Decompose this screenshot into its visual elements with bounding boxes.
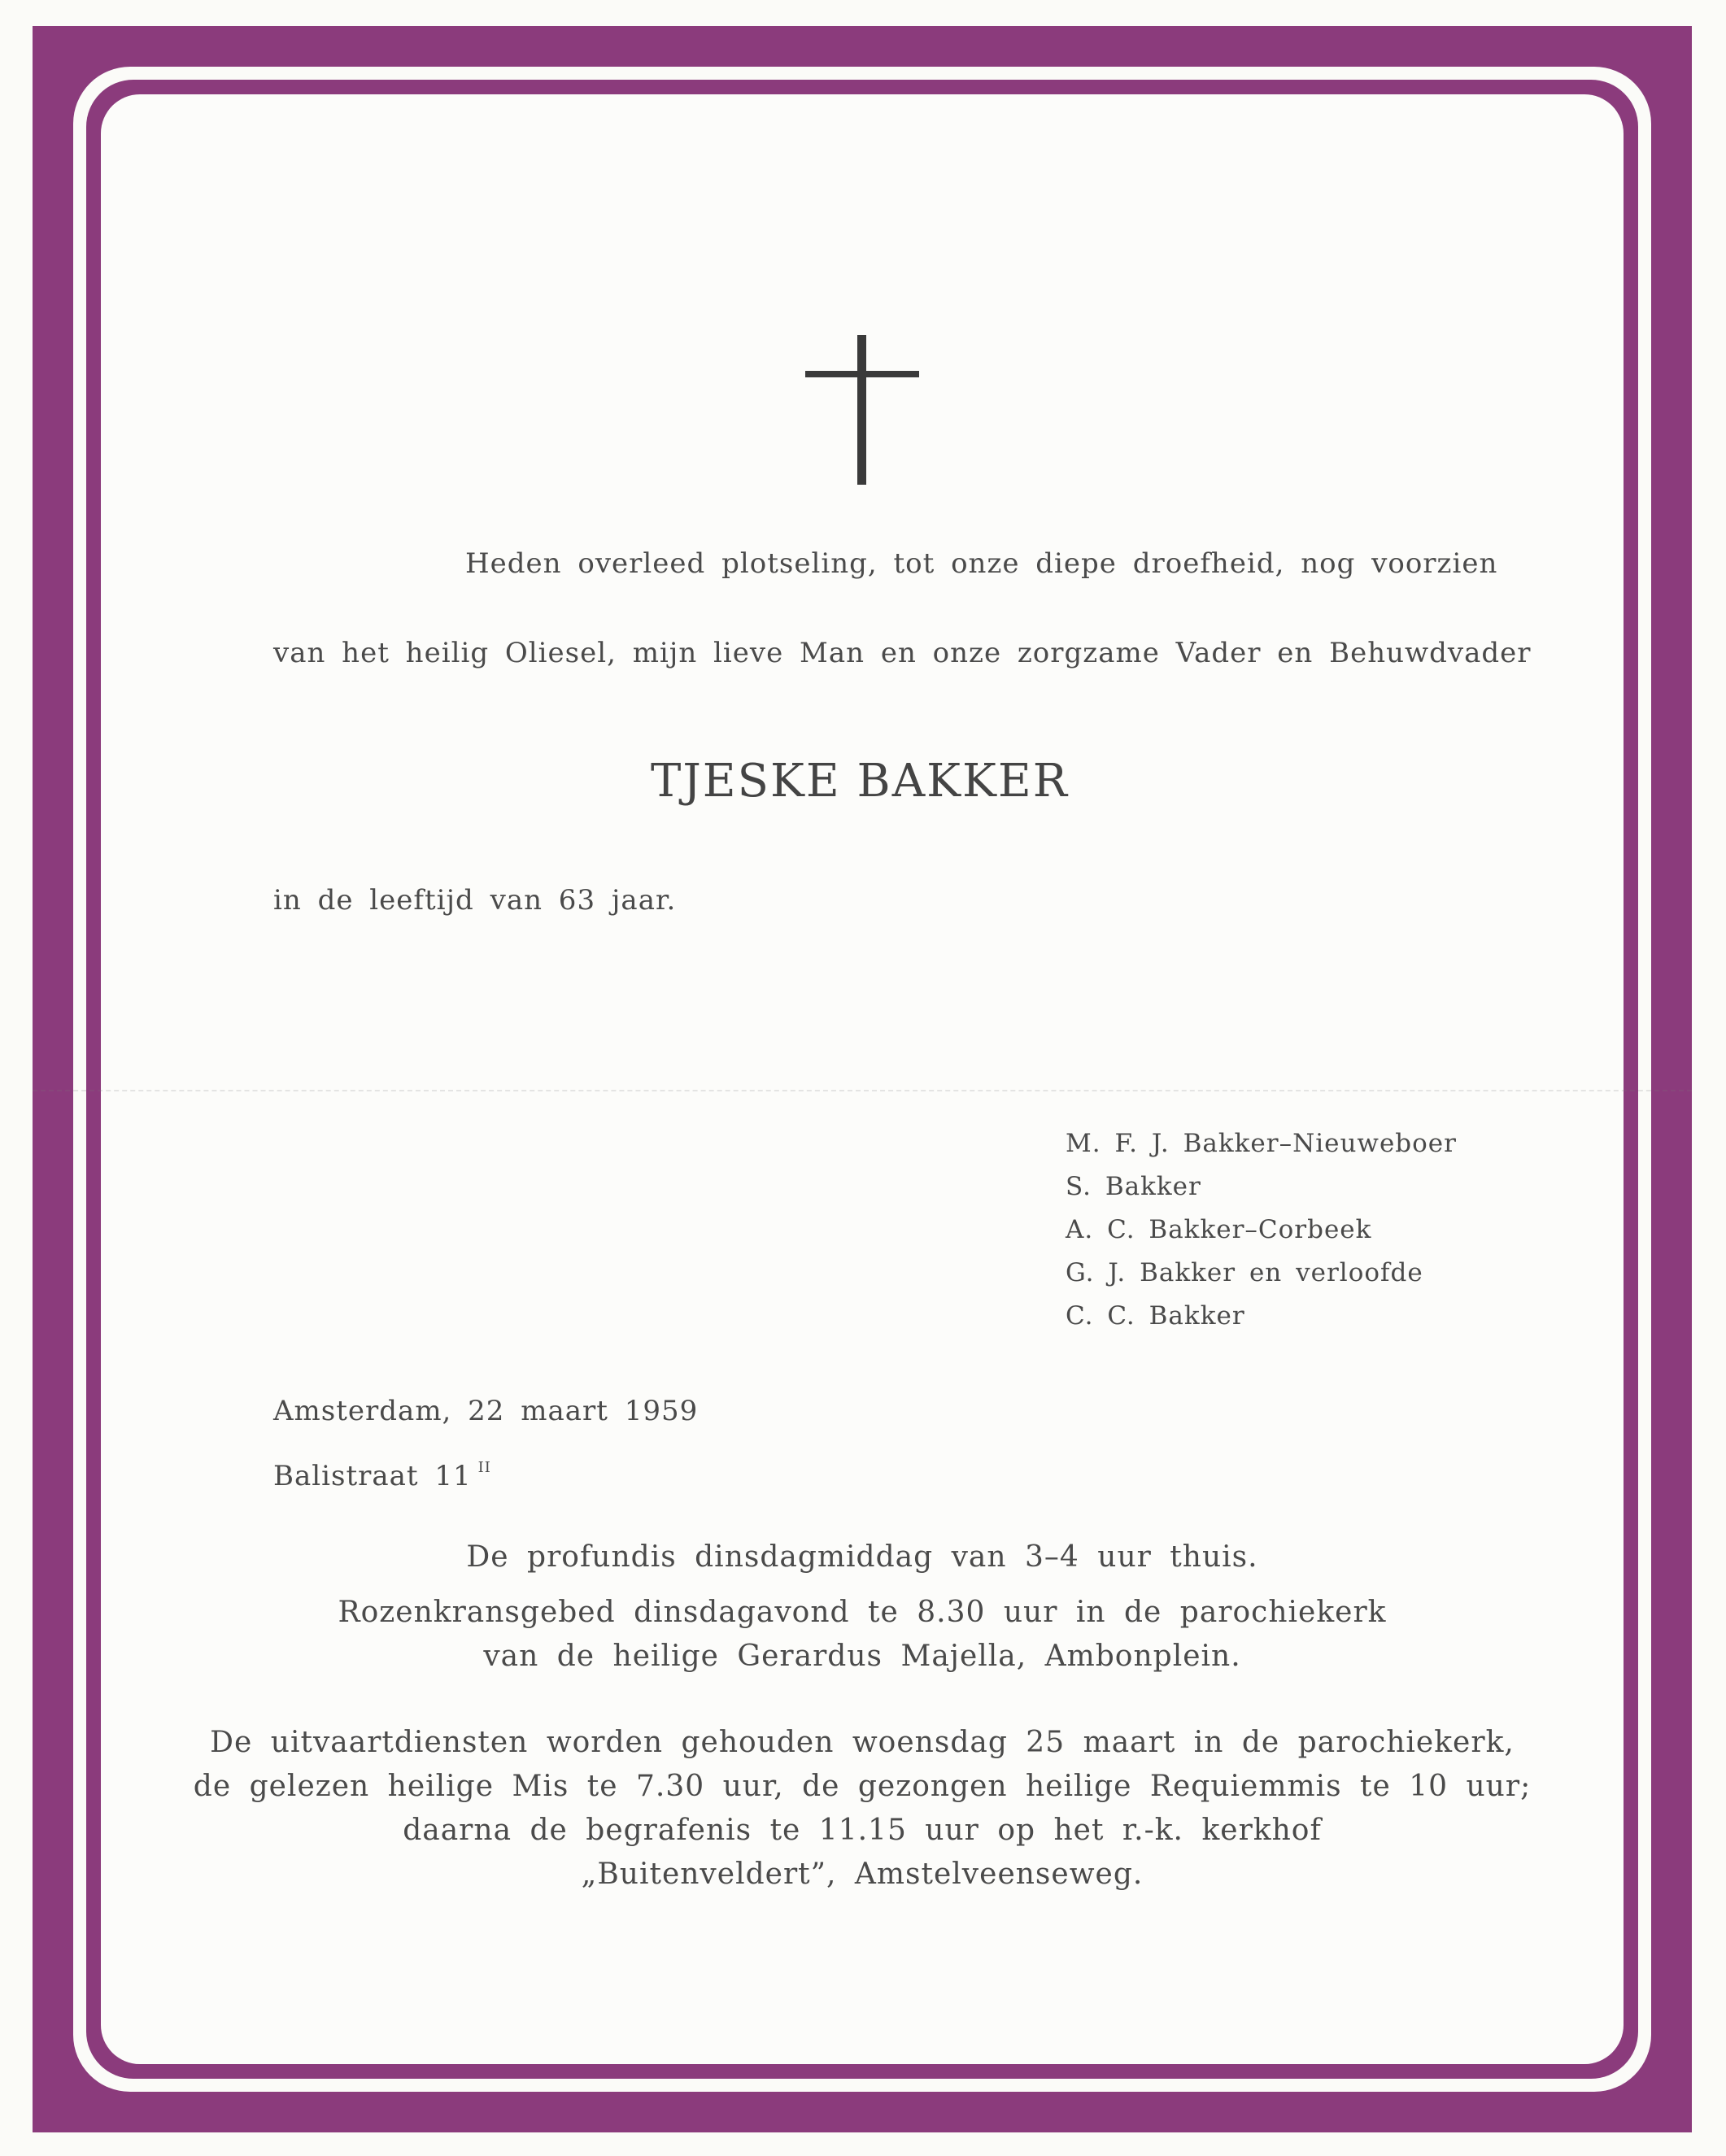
fold-crease — [33, 1090, 1692, 1091]
deceased-name: TJESKE BAKKER — [651, 755, 1069, 808]
funeral-line-4: „Buitenveldert”, Amstelveenseweg. — [581, 1858, 1144, 1891]
funeral-line-1: De uitvaartdiensten worden gehouden woensdag 25 maart in de parochiekerk, — [210, 1726, 1515, 1759]
address-street: Balistraat 11 — [273, 1460, 472, 1492]
family-member: A. C. Bakker–Corbeek — [1066, 1215, 1372, 1244]
intro-line-2: van het heilig Oliesel, mijn lieve Man en onze zorgzame Vader en Behuwdvader — [273, 637, 1532, 669]
funeral-block — [101, 1721, 1624, 1897]
family-member: G. J. Bakker en verloofde — [1066, 1258, 1423, 1287]
profundis-line: De profundis dinsdagmiddag van 3–4 uur thuis. — [466, 1540, 1258, 1574]
family-member: S. Bakker — [1066, 1172, 1201, 1201]
family-list — [1066, 1122, 1457, 1338]
family-member: C. C. Bakker — [1066, 1301, 1245, 1331]
place-date: Amsterdam, 22 maart 1959 — [273, 1395, 699, 1427]
cross-icon — [805, 335, 919, 485]
rosary-line-1: Rozenkransgebed dinsdagavond te 8.30 uur in de parochiekerk — [338, 1596, 1387, 1629]
address-suffix: II — [477, 1459, 491, 1476]
funeral-line-2: de gelezen heilige Mis te 7.30 uur, de gezongen heilige Requiemmis te 10 uur; — [193, 1770, 1532, 1803]
profundis-block — [101, 1535, 1624, 1579]
funeral-line-3: daarna de begrafenis te 11.15 uur op het r.-k. kerkhof — [403, 1814, 1322, 1847]
intro-line-1: Heden overleed plotseling, tot onze diepe droefheid, nog voorzien — [465, 547, 1498, 580]
family-member: M. F. J. Bakker–Nieuweboer — [1066, 1129, 1457, 1158]
age-line: in de leeftijd van 63 jaar. — [273, 884, 677, 917]
rosary-block — [101, 1591, 1624, 1679]
address — [273, 1461, 491, 1490]
rosary-line-2: van de heilige Gerardus Majella, Ambonplein. — [483, 1640, 1241, 1673]
